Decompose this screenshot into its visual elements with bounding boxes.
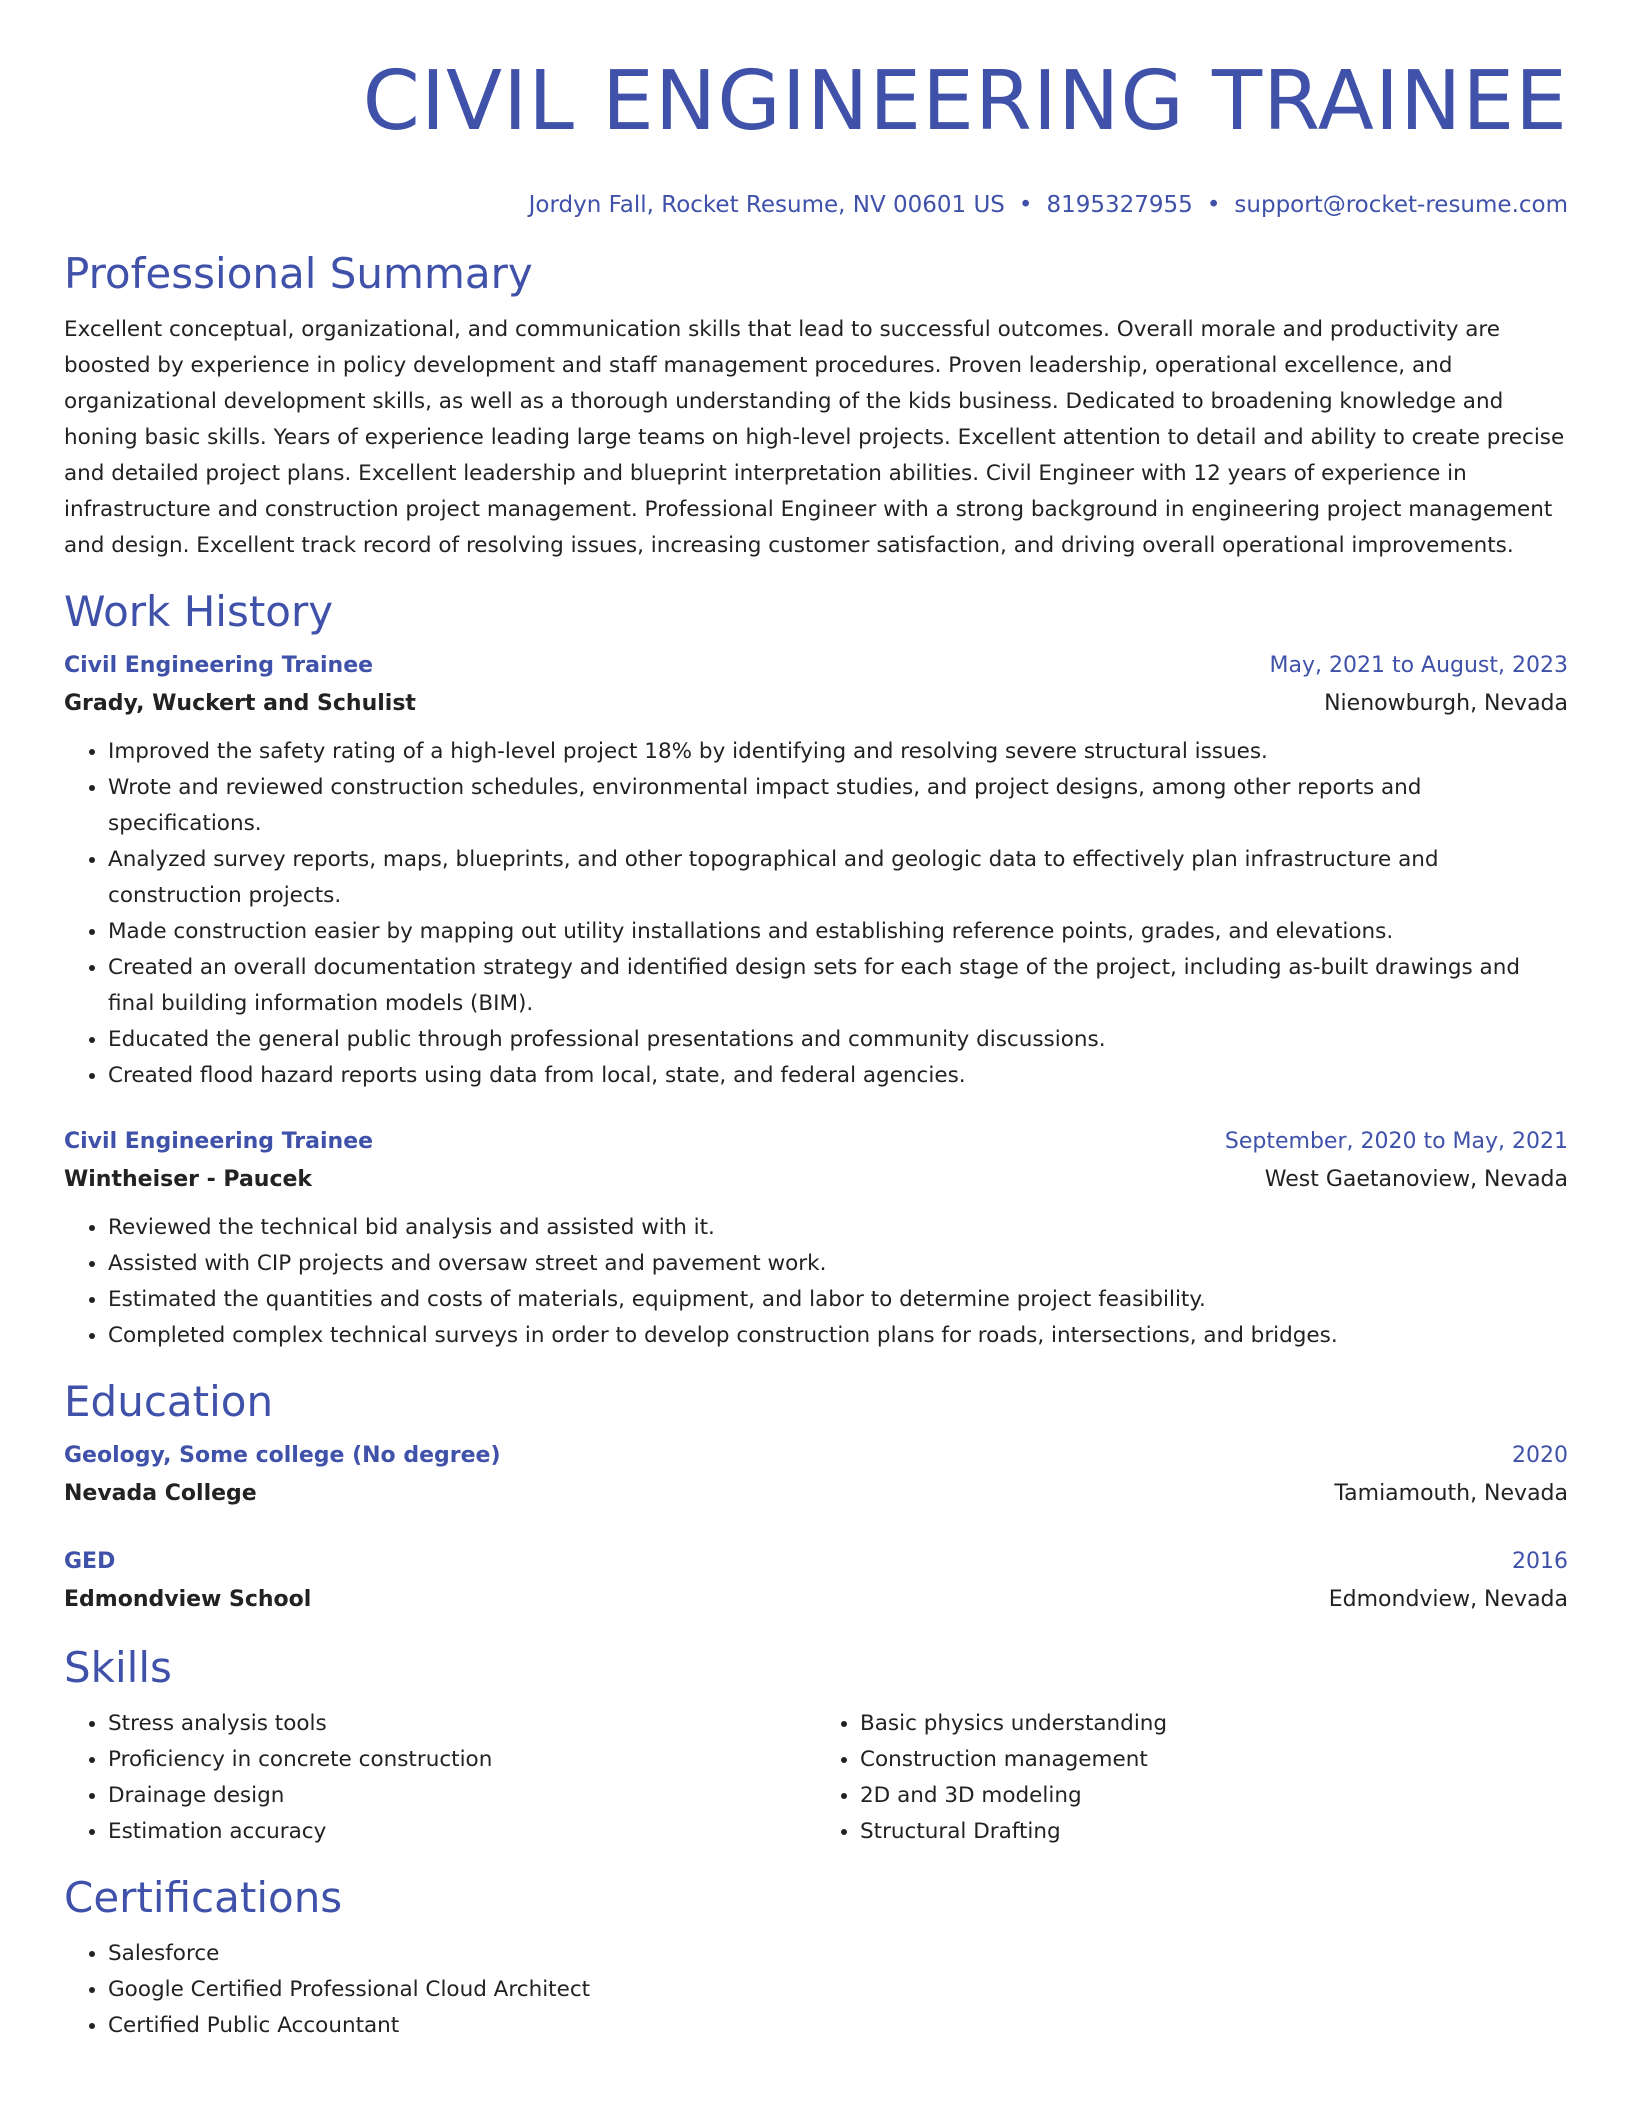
certifications-list	[64, 1936, 1568, 2044]
list-item: • Basic physics understanding	[860, 1706, 1568, 1742]
contact-separator: •	[1018, 192, 1033, 218]
list-item: • Structural Drafting	[860, 1814, 1568, 1850]
job-header-row	[64, 1124, 1568, 1160]
education-school: Edmondview School	[64, 1587, 312, 1612]
job-bullets	[64, 1210, 1568, 1354]
list-item: • Made construction easier by mapping out utility installations and establishing reference points, grades, and elevations.	[108, 914, 1568, 950]
job-entry	[64, 1124, 1568, 1354]
list-item: • Proficiency in concrete construction	[108, 1742, 816, 1778]
list-item: • Estimation accuracy	[108, 1814, 816, 1850]
skills-grid	[64, 1706, 1568, 1850]
summary-text: Excellent conceptual, organizational, and communication skills that lead to successful outcomes. Overall morale and productivity are boosted by experience in policy development and staff management procedures. Proven leadership, operational excellence, and organizational development skills, as well as a thorough understanding of the kids business. Dedicated to broadening knowledge and honing basic skills. Years of experience leading large teams on high-level projects. Excellent attention to detail and ability to create precise and detailed project plans. Excellent leadership and blueprint interpretation abilities. Civil Engineer with 12 years of experience in infrastructure and construction project management. Professional Engineer with a strong background in engineering project management and design. Excellent track record of resolving issues, increasing customer satisfaction, and driving overall operational improvements.	[64, 317, 1565, 558]
education-header-row	[64, 1438, 1568, 1474]
list-item: • Google Certified Professional Cloud Architect	[108, 1972, 1568, 2008]
work-heading: Work History	[64, 587, 334, 636]
list-item: • Assisted with CIP projects and oversaw street and pavement work.	[108, 1246, 1568, 1282]
education-degree: Geology, Some college (No degree)	[64, 1443, 501, 1468]
list-item: • Educated the general public through professional presentations and community discussions.	[108, 1022, 1568, 1058]
education-school-row	[64, 1474, 1568, 1514]
job-location: West Gaetanoview, Nevada	[1264, 1167, 1568, 1192]
skills-heading: Skills	[64, 1643, 172, 1692]
job-title: Civil Engineering Trainee	[64, 653, 374, 678]
contact-separator: •	[1206, 192, 1221, 218]
education-location: Edmondview, Nevada	[1328, 1587, 1568, 1612]
list-item: • Certified Public Accountant	[108, 2008, 1568, 2044]
list-item: • Improved the safety rating of a high-level project 18% by identifying and resolving severe structural issues.	[108, 734, 1568, 770]
job-company-row	[64, 684, 1568, 724]
list-item: • Stress analysis tools	[108, 1706, 816, 1742]
job-company-row	[64, 1160, 1568, 1200]
list-item: • 2D and 3D modeling	[860, 1778, 1568, 1814]
job-company: Wintheiser - Paucek	[64, 1167, 313, 1192]
list-item: • Estimated the quantities and costs of materials, equipment, and labor to determine project feasibility.	[108, 1282, 1568, 1318]
job-location: Nienowburgh, Nevada	[1324, 691, 1568, 716]
summary-heading: Professional Summary	[64, 249, 533, 298]
education-entry	[64, 1544, 1568, 1620]
job-dates: May, 2021 to August, 2023	[1269, 653, 1568, 678]
skills-list-left	[64, 1706, 816, 1850]
education-school-row	[64, 1580, 1568, 1620]
resume-title: CIVIL ENGINEERING TRAINEE	[362, 54, 1568, 149]
contact-address: Jordyn Fall, Rocket Resume, NV 00601 US	[528, 192, 1005, 218]
contact-line	[64, 190, 1568, 220]
list-item: • Wrote and reviewed construction schedules, environmental impact studies, and project designs, among other reports and specifications.	[108, 770, 1568, 842]
education-heading: Education	[64, 1377, 274, 1426]
job-header-row	[64, 648, 1568, 684]
job-company: Grady, Wuckert and Schulist	[64, 691, 416, 716]
education-year: 2016	[1512, 1549, 1568, 1574]
education-header-row	[64, 1544, 1568, 1580]
job-bullets	[64, 734, 1568, 1094]
contact-phone: 8195327955	[1046, 192, 1193, 218]
contact-email: support@rocket-resume.com	[1234, 192, 1568, 218]
list-item: • Completed complex technical surveys in order to develop construction plans for roads, intersections, and bridges.	[108, 1318, 1568, 1354]
job-title: Civil Engineering Trainee	[64, 1129, 374, 1154]
education-degree: GED	[64, 1549, 116, 1574]
education-entry	[64, 1438, 1568, 1514]
list-item: • Analyzed survey reports, maps, blueprints, and other topographical and geologic data to effectively plan infrastructure and construction projects.	[108, 842, 1568, 914]
education-location: Tamiamouth, Nevada	[1334, 1481, 1568, 1506]
education-year: 2020	[1512, 1443, 1568, 1468]
skills-list-right	[816, 1706, 1568, 1850]
list-item: • Salesforce	[108, 1936, 1568, 1972]
list-item: • Construction management	[860, 1742, 1568, 1778]
education-school: Nevada College	[64, 1481, 257, 1506]
list-item: • Created an overall documentation strategy and identified design sets for each stage of the project, including as-built drawings and final building information models (BIM).	[108, 950, 1568, 1022]
list-item: • Reviewed the technical bid analysis and assisted with it.	[108, 1210, 1568, 1246]
job-entry	[64, 648, 1568, 1094]
certifications-heading: Certifications	[64, 1873, 343, 1922]
list-item: • Created flood hazard reports using data from local, state, and federal agencies.	[108, 1058, 1568, 1094]
list-item: • Drainage design	[108, 1778, 816, 1814]
job-dates: September, 2020 to May, 2021	[1224, 1129, 1568, 1154]
